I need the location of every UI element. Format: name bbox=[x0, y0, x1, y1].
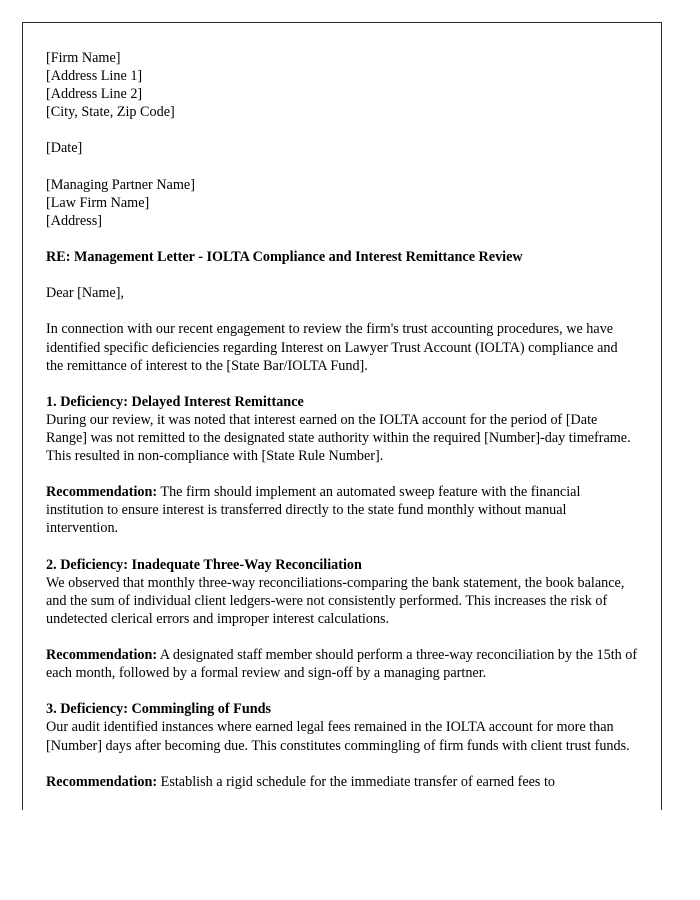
deficiency-heading-2: 2. Deficiency: Inadequate Three-Way Reconciliation bbox=[46, 556, 362, 573]
recommendation-label-3: Recommendation: bbox=[46, 773, 158, 790]
deficiency-section-2 bbox=[46, 556, 638, 683]
recommendation-paragraph-3 bbox=[46, 773, 638, 791]
intro-paragraph: In connection with our recent engagement to review the firm's trust accounting procedures, we have identified specific deficiencies regarding Interest on Lawyer Trust Account (IOLTA) compliance and the remittance of interest to the [State Bar/IOLTA Fund]. bbox=[46, 321, 618, 374]
deficiency-heading-1: 1. Deficiency: Delayed Interest Remittance bbox=[46, 393, 304, 410]
date-block bbox=[46, 139, 638, 157]
spacer-after-intro bbox=[46, 375, 638, 393]
deficiency-section-3 bbox=[46, 700, 638, 790]
spacer-before-recommendation-3 bbox=[46, 755, 638, 773]
letterhead-block bbox=[46, 49, 638, 121]
spacer-before-recommendation-2 bbox=[46, 628, 638, 646]
deficiency-body-3: Our audit identified instances where earned legal fees remained in the IOLTA account for more than [Number] days after becoming due. This constitutes commingling of firm funds with client trust funds. bbox=[46, 719, 630, 754]
recommendation-body-3: Establish a rigid schedule for the immediate transfer of earned fees to bbox=[160, 773, 556, 790]
letterhead-line-address-2: [Address Line 2] bbox=[46, 86, 143, 103]
recommendation-paragraph-1 bbox=[46, 483, 638, 537]
spacer-after-salutation bbox=[46, 302, 638, 320]
letterhead-line-city-state-zip: [City, State, Zip Code] bbox=[46, 104, 175, 121]
spacer-after-section-2 bbox=[46, 682, 638, 700]
recommendation-label-2: Recommendation: bbox=[46, 647, 158, 664]
deficiency-heading-3: 3. Deficiency: Commingling of Funds bbox=[46, 701, 272, 718]
spacer-after-letterhead bbox=[46, 121, 638, 139]
recommendation-label-1: Recommendation: bbox=[46, 484, 158, 501]
spacer-after-section-1 bbox=[46, 538, 638, 556]
deficiency-body-1: During our review, it was noted that interest earned on the IOLTA account for the period of [Date Range] was not remitted to the designated state authority within the required [Number]-day timeframe. This resulted in non-compliance with [State Rule Number]. bbox=[46, 411, 631, 465]
spacer-before-re-line bbox=[46, 230, 638, 248]
letterhead-line-address-1: [Address Line 1] bbox=[46, 68, 143, 85]
deficiency-body-2: We observed that monthly three-way reconciliations-comparing the bank statement, the book balance, and the sum of individual client ledgers-were not consistently performed. This increases the risk of undetected clerical errors and improper interest calculations. bbox=[46, 574, 625, 627]
letterhead-line-firm-name: [Firm Name] bbox=[46, 50, 121, 66]
recipient-line-address: [Address] bbox=[46, 212, 102, 229]
spacer-after-date bbox=[46, 158, 638, 176]
recommendation-body-1: The firm should implement an automated sweep feature with the financial institution to ensure interest is transferred directly to the state fund monthly without manual intervention. bbox=[46, 484, 581, 537]
recipient-line-partner-name: [Managing Partner Name] bbox=[46, 176, 195, 193]
spacer-before-recommendation-1 bbox=[46, 465, 638, 483]
spacer-after-re-line bbox=[46, 266, 638, 284]
recommendation-paragraph-2 bbox=[46, 646, 638, 682]
recipient-block bbox=[46, 176, 638, 230]
recipient-line-firm-name: [Law Firm Name] bbox=[46, 194, 150, 211]
deficiency-section-1 bbox=[46, 393, 638, 538]
recommendation-body-2: A designated staff member should perform a three-way reconciliation by the 15th of each month, followed by a formal review and sign-off by a managing partner. bbox=[46, 647, 638, 682]
document-page bbox=[22, 22, 662, 810]
salutation-line: Dear [Name], bbox=[46, 285, 124, 302]
date-line: [Date] bbox=[46, 140, 83, 157]
document-content bbox=[46, 49, 638, 791]
subject-re-line: RE: Management Letter - IOLTA Compliance and Interest Remittance Review bbox=[46, 249, 523, 266]
